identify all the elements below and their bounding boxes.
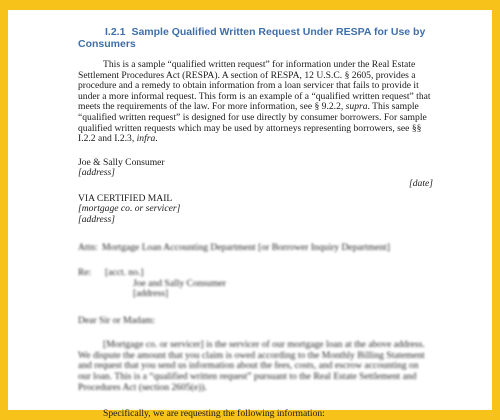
attn-value: Mortgage Loan Accounting Department [or Borrower Inquiry Department] bbox=[102, 242, 390, 254]
re-block bbox=[78, 268, 433, 300]
document-frame bbox=[8, 10, 492, 420]
re-address: [address] bbox=[133, 288, 169, 300]
intro-text-c: . bbox=[155, 133, 158, 145]
sender-address-text: [address] bbox=[78, 167, 115, 179]
date-line bbox=[78, 179, 433, 190]
section-heading bbox=[78, 26, 433, 50]
attn-line bbox=[78, 243, 433, 254]
recipient-address bbox=[78, 215, 433, 226]
re-lines bbox=[105, 268, 226, 300]
section-number: I.2.1 bbox=[105, 26, 126, 38]
intro-paragraph bbox=[78, 60, 433, 145]
body-paragraph: [Mortgage co. or servicer] is the servicer of our mortgage loan at the above address. We dispute the amount that you claim is owed according to the Monthly Billing Statement and request that you send us information about the fees, costs, and escrow accounting on our loan. This is a “qualified written request” pursuant to the Real Estate Settlement and Procedures Act (section 2605(e)). bbox=[78, 339, 425, 393]
delivery-method: VIA CERTIFIED MAIL bbox=[78, 192, 173, 204]
recipient-address-text: [address] bbox=[78, 213, 115, 225]
section-title: Sample Qualified Written Request Under RESPA for Use by Consumers bbox=[78, 26, 426, 50]
re-label: Re: bbox=[78, 266, 92, 278]
sender-address bbox=[78, 168, 433, 179]
attn-label: Attn: bbox=[78, 242, 98, 254]
recipient-name bbox=[78, 204, 433, 215]
re-account: [acct. no.] bbox=[105, 266, 144, 278]
intro-text-a: This is a sample “qualified written request” for information under the Real Estate Settlement Procedures Act (RESPA). A section of RESPA, 12 U.S.C. § 2605, provides a procedure and a remedy to obtain information from a loan servicer that fails to provide it under a more informal request. This form is an example of a “qualified written request” that meets the requirements of the law. For more information, see § 9.2.2, bbox=[78, 59, 431, 113]
sender-name: Joe & Sally Consumer bbox=[78, 156, 165, 168]
intro-text-b: . This sample “qualified written request” is designed for use directly by consumer borrowers. For sample qualified written requests which may be used by attorneys representing borrowers, see §§ I.2.2 and I.2.3, bbox=[78, 101, 427, 145]
date-placeholder: [date] bbox=[409, 177, 433, 189]
intro-infra: infra bbox=[136, 133, 156, 145]
recipient-name-text: [mortgage co. or servicer] bbox=[78, 203, 181, 215]
intro-supra: supra bbox=[345, 101, 368, 113]
specifically-line: Specifically, we are requesting the following information: bbox=[103, 408, 325, 420]
document-page bbox=[78, 26, 433, 420]
re-name: Joe and Sally Consumer bbox=[133, 277, 226, 289]
salutation: Dear Sir or Madam: bbox=[78, 314, 155, 326]
